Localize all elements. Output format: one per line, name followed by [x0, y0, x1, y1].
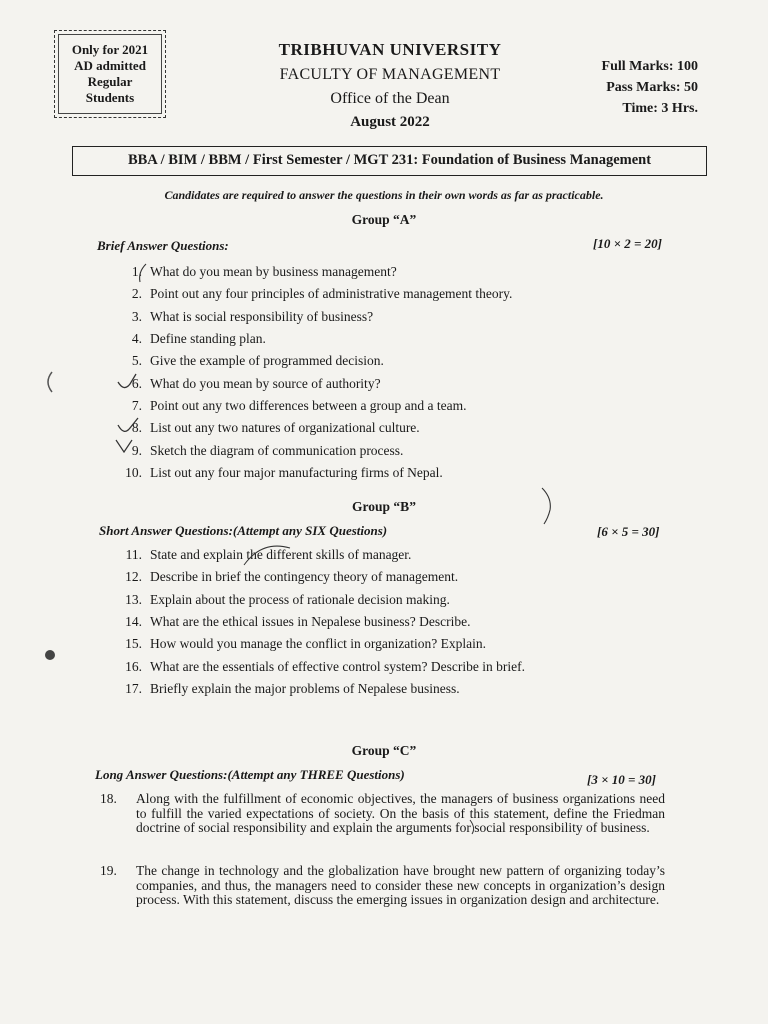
question-text: What do you mean by business management?	[150, 264, 397, 280]
office-name: Office of the Dean	[330, 90, 450, 107]
question-number: 12.	[125, 569, 142, 585]
question-item	[100, 306, 512, 328]
exam-time: Time: 3 Hrs.	[622, 101, 698, 116]
question-number: 17.	[125, 680, 142, 696]
question-number: 7.	[131, 397, 142, 413]
question-text: Give the example of programmed decision.	[150, 353, 384, 369]
group-b-heading: Short Answer Questions:(Attempt any SIX Questions)	[99, 523, 388, 538]
question-item	[100, 417, 512, 439]
question-number: 15.	[125, 636, 142, 652]
question-text: Point out any two differences between a group and a team.	[150, 397, 467, 413]
question-number: 5.	[131, 353, 142, 369]
exam-header	[240, 40, 540, 131]
question-text: The change in technology and the globalization have brought new pattern of organizing today’s companies, and thus, the managers need to consider these new concepts in organization’s design process. With this statement, discuss the emerging issues in organization design and architecture.	[136, 863, 665, 907]
question-text: Briefly explain the major problems of Nepalese business.	[150, 680, 460, 696]
question-item	[100, 678, 525, 700]
notice-line: Only for 2021	[71, 42, 149, 57]
question-item	[100, 655, 525, 677]
question-number: 14.	[125, 614, 142, 630]
question-number: 13.	[125, 591, 142, 607]
question-text: What are the essentials of effective control system? Describe in brief.	[150, 658, 525, 674]
question-number: 10.	[125, 464, 142, 480]
faculty-name: FACULTY OF MANAGEMENT	[279, 66, 501, 83]
notice-line: Students	[85, 90, 135, 105]
group-b-title: Group “B”	[352, 499, 416, 514]
question-number: 6.	[131, 375, 142, 391]
question-item	[100, 372, 512, 394]
question-item	[100, 439, 512, 461]
question-number: 3.	[131, 308, 142, 324]
question-number: 11.	[125, 547, 142, 563]
group-c-title: Group “C”	[351, 743, 417, 758]
long-question	[100, 864, 665, 908]
university-name: TRIBHUVAN UNIVERSITY	[278, 40, 502, 59]
question-number: 8.	[131, 420, 142, 436]
group-a-questions	[100, 261, 512, 484]
question-text: What do you mean by source of authority?	[150, 375, 381, 391]
question-item	[100, 589, 525, 611]
punch-hole-mark	[48, 372, 52, 392]
question-text: List out any four major manufacturing firms of Nepal.	[150, 464, 443, 480]
question-text: What are the ethical issues in Nepalese business? Describe.	[150, 614, 471, 630]
question-number: 18.	[100, 791, 117, 806]
notice-line: Regular	[87, 74, 133, 89]
question-number: 16.	[125, 658, 142, 674]
question-text: Explain about the process of rationale decision making.	[150, 591, 450, 607]
group-c-heading: Long Answer Questions:(Attempt any THREE Questions)	[95, 767, 405, 782]
question-text: Define standing plan.	[150, 331, 266, 347]
group-a-marks: [10 × 2 = 20]	[593, 236, 662, 251]
question-item	[100, 633, 525, 655]
question-text: Describe in brief the contingency theory of management.	[150, 569, 459, 585]
question-text: What is social responsibility of business?	[150, 308, 374, 324]
full-marks: Full Marks: 100	[601, 59, 698, 74]
group-a-title: Group “A”	[351, 212, 417, 227]
question-item	[100, 462, 512, 484]
question-text: Point out any four principles of administrative management theory.	[150, 286, 513, 302]
group-c-marks: [3 × 10 = 30]	[587, 772, 656, 787]
group-b-marks: [6 × 5 = 30]	[597, 524, 660, 539]
group-b-questions	[100, 544, 525, 700]
notice-line: AD admitted	[74, 58, 146, 73]
question-item	[100, 261, 512, 283]
question-number: 2.	[131, 286, 142, 302]
course-title: BBA / BIM / BBM / First Semester / MGT 231: Foundation of Business Management	[72, 146, 707, 176]
question-text: Along with the fulfillment of economic objectives, the managers of business organizations need to fulfill the varied expectations of society. On the basis of this statement, define the Friedman doctrine of social responsibility and explain the arguments for social responsibility of business.	[136, 791, 665, 835]
marks-info	[602, 56, 698, 119]
instructions: Candidates are required to answer the questions in their own words as far as practicable.	[164, 188, 604, 202]
eligibility-notice-box	[54, 30, 166, 118]
question-number: 19.	[100, 863, 117, 878]
question-item	[100, 350, 512, 372]
question-text: State and explain the different skills of manager.	[150, 547, 412, 563]
question-item	[100, 395, 512, 417]
question-item	[100, 611, 525, 633]
question-text: How would you manage the conflict in organization? Explain.	[150, 636, 487, 652]
exam-date: August 2022	[350, 114, 430, 130]
question-item	[100, 328, 512, 350]
question-number: 9.	[131, 442, 142, 458]
question-item	[100, 566, 525, 588]
question-text: Sketch the diagram of communication process.	[150, 442, 404, 458]
question-item	[100, 283, 512, 305]
question-item	[100, 544, 525, 566]
punch-hole-mark	[45, 650, 55, 660]
long-question	[100, 792, 665, 836]
question-number: 4.	[131, 331, 142, 347]
question-number: 1.	[131, 264, 142, 280]
group-a-heading: Brief Answer Questions:	[97, 238, 229, 253]
question-text: List out any two natures of organizational culture.	[150, 420, 420, 436]
pass-marks: Pass Marks: 50	[606, 80, 698, 95]
